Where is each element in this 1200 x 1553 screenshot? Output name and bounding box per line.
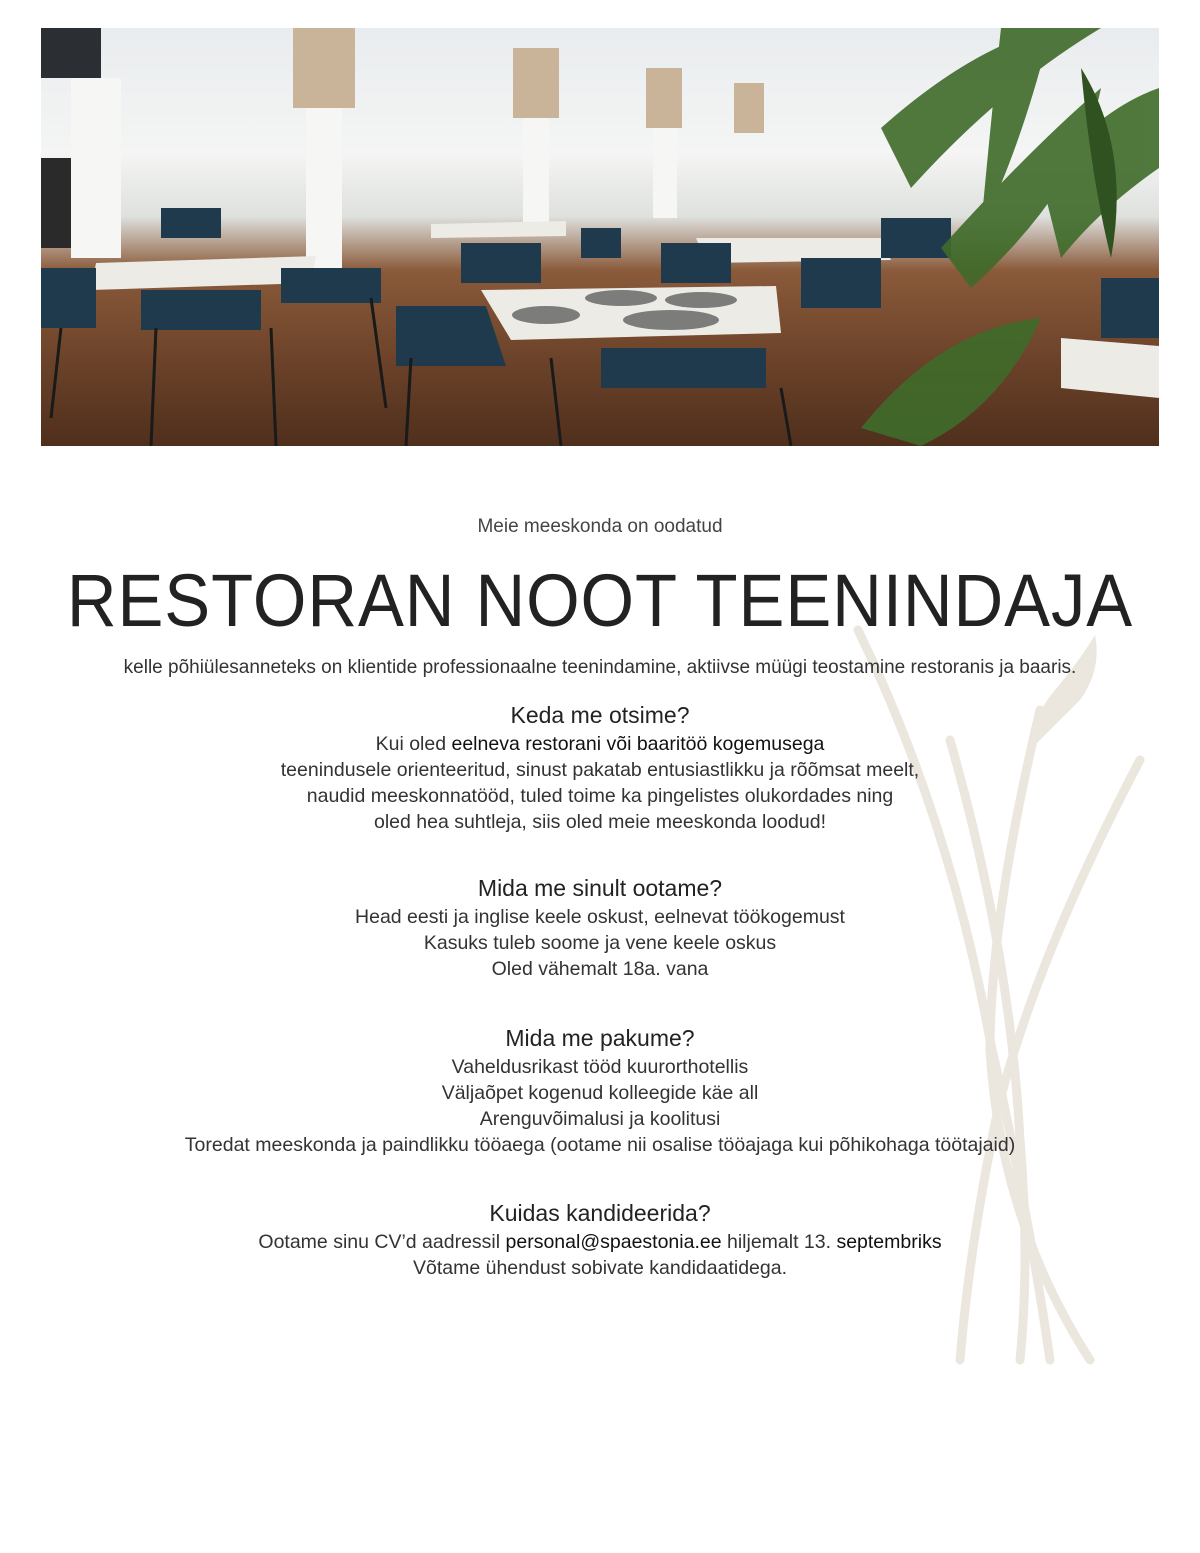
highlight-text: eelneva restorani või baaritöö kogemusega [451, 733, 825, 755]
line-text: hiljemalt 13. [721, 1231, 837, 1253]
section-line: Vaheldusrikast tööd kuurorthotellis [451, 1056, 749, 1078]
section-line [0, 1229, 1200, 1255]
intro-text: kelle põhiülesanneteks on klientide professionaalne teenindamine, aktiivse müügi teostamine restoranis ja baaris. [123, 657, 1077, 678]
restaurant-photo [41, 28, 1159, 446]
line-text: Ootame sinu CV’d aadressil [258, 1231, 506, 1253]
deadline-text: septembriks [836, 1231, 942, 1253]
section-heading: Mida me pakume? [505, 1025, 695, 1051]
subtitle: Meie meeskonda on oodatud [477, 516, 723, 537]
section-line: Toredat meeskonda ja paindlikku tööaega (ootame nii osalise tööajaga kui põhikohaga töötajaid) [184, 1134, 1016, 1156]
section-heading: Keda me otsime? [510, 702, 690, 728]
line-text: Kui oled [375, 733, 452, 755]
section-line: naudid meeskonnatööd, tuled toime ka pingelistes olukordades ning [306, 785, 894, 807]
email-link[interactable]: personal@spaestonia.ee [505, 1231, 722, 1253]
section-line: Võtame ühendust sobivate kandidaatidega. [412, 1257, 788, 1279]
section-who [0, 702, 1200, 835]
section-line [0, 731, 1200, 757]
section-line: Head eesti ja inglise keele oskust, eelnevat töökogemust [355, 906, 845, 928]
section-heading: Kuidas kandideerida? [489, 1200, 711, 1226]
section-offer [0, 1025, 1200, 1158]
section-line: oled hea suhtleja, siis oled meie meeskonda loodud! [373, 811, 827, 833]
section-apply [0, 1200, 1200, 1281]
section-line: Arenguvõimalusi ja koolitusi [479, 1108, 721, 1130]
section-line: Kasuks tuleb soome ja vene keele oskus [423, 932, 777, 954]
page-title: RESTORAN NOOT TEENINDAJA [66, 559, 1134, 642]
section-line: Väljaõpet kogenud kolleegide käe all [441, 1082, 759, 1104]
section-line: teenindusele orienteeritud, sinust pakatab entusiastlikku ja rõõmsat meelt, [280, 759, 920, 781]
section-heading: Mida me sinult ootame? [477, 875, 723, 901]
section-line: Oled vähemalt 18a. vana [491, 958, 709, 980]
section-expect [0, 875, 1200, 982]
